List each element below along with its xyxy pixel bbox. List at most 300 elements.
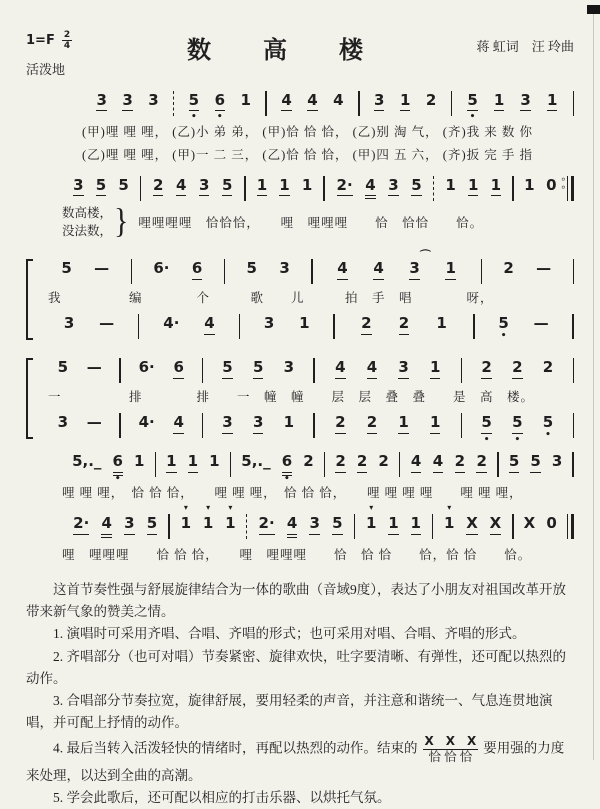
- note: [224, 503, 236, 534]
- note: [98, 314, 115, 334]
- note: [133, 452, 145, 472]
- lyrics-line: 哩 哩 哩， 恰 恰 恰， 哩 哩 哩， 恰 恰 恰， 哩 哩 哩 哩 哩 哩 哩，: [62, 486, 523, 501]
- key-signature-text: 1=F: [26, 33, 55, 49]
- measure: [203, 358, 313, 379]
- note-value: 2: [378, 452, 389, 471]
- note-value: 1: [225, 514, 236, 533]
- note-value: 1: [400, 91, 410, 112]
- note: [246, 259, 258, 279]
- note: [364, 176, 376, 197]
- measure: [462, 358, 572, 379]
- intro-paragraph: 这首节奏性强与舒展旋律结合为一体的歌曲（音域9度），表达了小朋友对祖国改革开放带来新气象的赞美之情。: [26, 582, 566, 619]
- measure: [231, 452, 324, 484]
- note: [175, 176, 187, 197]
- header-left: [26, 30, 138, 78]
- octave-dot-low: •: [500, 330, 507, 341]
- note: [410, 514, 422, 535]
- tempo-marking: 活泼地: [26, 61, 66, 77]
- note: [533, 314, 550, 334]
- note: [467, 176, 479, 197]
- duet-column: [40, 358, 574, 445]
- octave-dot-low: •: [190, 112, 197, 123]
- measure: [514, 514, 567, 534]
- note: [202, 503, 214, 534]
- measure: [203, 413, 313, 434]
- note-value: 4·: [138, 413, 155, 432]
- accent-mark: ▾: [447, 503, 452, 513]
- score-system: [26, 249, 574, 341]
- note-value: 4: [365, 176, 375, 197]
- note-value: 1: [209, 452, 220, 471]
- note-value: 2: [425, 90, 437, 109]
- score-system: [26, 176, 574, 242]
- note: [221, 358, 233, 379]
- note-value: 5: [542, 413, 554, 432]
- note: [480, 413, 492, 445]
- note-value: 3: [96, 91, 106, 112]
- barline: [573, 91, 575, 116]
- note-value: 1: [398, 413, 408, 434]
- measure: [452, 90, 572, 123]
- note: [336, 176, 354, 197]
- note-value: 1: [524, 175, 535, 194]
- note: [306, 91, 318, 112]
- note: [366, 413, 378, 434]
- note-value: 1: [299, 314, 310, 333]
- note: [57, 413, 69, 433]
- octave-dot-low: •: [216, 112, 223, 123]
- octave-dot-low: •: [514, 434, 521, 445]
- note-paragraph-1: 1. 演唱时可采用齐唱、合唱、齐唱的形式；也可采用对唱、合唱、齐唱的形式。: [53, 626, 526, 642]
- note: [221, 413, 233, 434]
- measure: [40, 413, 119, 433]
- note-value: 0: [546, 175, 557, 194]
- lyrics-line: (乙)哩 哩 哩， (甲)一 二 三， (乙)恰 恰 恰， (甲)四 五 六， (齐)扳 完 手 指: [82, 147, 534, 162]
- note: [444, 259, 456, 280]
- note-value: 6: [113, 452, 123, 473]
- note: [334, 358, 346, 379]
- measure: [267, 91, 358, 112]
- measure: [141, 176, 244, 197]
- barline: [573, 413, 575, 438]
- note: [542, 413, 554, 440]
- note-value: 3: [309, 514, 319, 535]
- measure: [400, 452, 497, 473]
- note-value: 5: [118, 175, 129, 194]
- note-value: 1: [445, 175, 456, 194]
- note-value: 1: [430, 358, 440, 379]
- measure: [315, 413, 461, 434]
- note: [429, 358, 441, 379]
- note-value: 4: [411, 452, 421, 473]
- note: [121, 91, 133, 112]
- note: [283, 413, 295, 433]
- note: [454, 452, 466, 473]
- note-value: X: [523, 514, 536, 533]
- note: [72, 176, 84, 197]
- note-value: 4: [337, 259, 347, 280]
- octave-dot-low: •: [469, 112, 476, 123]
- note: [429, 413, 441, 434]
- note: [208, 452, 220, 472]
- note-value: —: [533, 314, 549, 333]
- lyrics-line: 哩哩哩哩 恰恰恰， 哩 哩哩哩 恰 恰恰 恰。: [138, 216, 484, 231]
- accent-mark: ▾: [228, 503, 233, 513]
- note: [511, 358, 523, 379]
- note-value: 5: [498, 314, 509, 333]
- score-system: [26, 452, 574, 501]
- note: [480, 358, 492, 379]
- note: [95, 176, 107, 197]
- note-value: 6: [192, 259, 202, 280]
- measure: [132, 259, 224, 280]
- note: [366, 358, 378, 379]
- measure: [475, 314, 573, 341]
- note: [86, 413, 103, 433]
- note: [301, 176, 313, 196]
- note: [187, 452, 199, 473]
- note-value: 1: [411, 514, 421, 535]
- note: [493, 91, 505, 112]
- measure: [62, 176, 140, 197]
- note-value: 4: [433, 452, 443, 473]
- note: [356, 452, 368, 473]
- notes-line: [40, 314, 574, 340]
- note-value: 4: [173, 413, 183, 434]
- note: [334, 452, 346, 473]
- note: [198, 176, 210, 197]
- note-value: 5: [530, 452, 540, 473]
- note: [63, 314, 75, 334]
- measure: [313, 249, 481, 280]
- measure: [355, 503, 432, 535]
- note-value: 1: [180, 514, 192, 533]
- accent-mark: ▾: [183, 503, 188, 513]
- song-title: 数 高 楼: [187, 38, 377, 64]
- note-value: 4: [287, 514, 297, 535]
- measure: [247, 514, 353, 535]
- note: [529, 452, 541, 473]
- note: [180, 503, 192, 534]
- note-value: 5: [96, 176, 106, 197]
- note-value: 5: [512, 413, 522, 434]
- note-value: 5: [467, 91, 477, 112]
- note-value: 5,._: [241, 452, 271, 471]
- note-value: 6·: [138, 358, 155, 377]
- measure: [40, 314, 138, 334]
- note-value: 3: [520, 91, 530, 112]
- note: [545, 514, 557, 534]
- score-system: [26, 91, 574, 163]
- note-value: 5: [332, 514, 342, 535]
- accent-mark: ▾: [206, 503, 211, 513]
- note-value: X: [490, 514, 502, 535]
- lyrics-line: 哩 哩哩哩 恰 恰 恰， 哩 哩哩哩 恰 恰 恰 恰，恰 恰 恰。: [62, 548, 532, 563]
- note: [239, 91, 251, 111]
- measure: [514, 176, 567, 196]
- note-paragraph-2: 2. 齐唱部分（也可对唱）节奏紧密、旋律欢快，吐字要清晰、有弹性，还可配以热烈的动作。: [26, 648, 566, 686]
- note: [280, 91, 292, 112]
- note-value: 1: [279, 176, 289, 197]
- note: [546, 91, 558, 112]
- note-value: 2: [512, 358, 522, 379]
- note-value: 2: [481, 358, 491, 379]
- inline-notation-notes: X X X: [424, 734, 477, 749]
- note-value: 4: [333, 90, 344, 109]
- note: [387, 176, 399, 197]
- note: [508, 452, 520, 473]
- note-value: 3: [253, 413, 263, 434]
- note-value: 4: [373, 259, 383, 280]
- note-value: 4: [176, 176, 186, 197]
- key-signature: [26, 30, 138, 52]
- note: [466, 90, 478, 123]
- note: [100, 514, 112, 535]
- measure: [246, 176, 324, 197]
- note-value: 1: [430, 413, 440, 434]
- note-value: 6: [173, 358, 183, 379]
- note-value: 6: [215, 91, 225, 112]
- note: [286, 514, 298, 535]
- note: [535, 259, 552, 279]
- note-value: 5: [57, 358, 69, 377]
- note-value: 1: [547, 91, 557, 112]
- note: [308, 514, 320, 535]
- note-value: 5: [189, 91, 199, 112]
- note: [519, 91, 531, 112]
- measure: [462, 413, 572, 445]
- note: [146, 514, 158, 535]
- note-value: 1: [188, 452, 198, 473]
- note-value: 1: [445, 259, 455, 280]
- time-signature-denominator: 4: [63, 41, 71, 52]
- note: [240, 452, 271, 472]
- note-value: 4: [335, 358, 345, 379]
- note: [214, 90, 226, 123]
- note-value: X: [466, 514, 478, 535]
- note: [93, 259, 110, 279]
- note-value: 1: [366, 514, 377, 533]
- note: [172, 358, 184, 379]
- inline-notation-lyrics: 恰 恰 恰: [428, 749, 473, 764]
- note-value: 3: [398, 358, 408, 379]
- note-value: 1: [166, 452, 176, 473]
- note: [475, 452, 487, 473]
- note: [331, 514, 343, 535]
- note-value: 2: [303, 452, 314, 471]
- measure: [325, 176, 433, 197]
- note: [95, 91, 107, 112]
- measure: [315, 358, 461, 379]
- note-value: 3: [374, 91, 384, 112]
- measure: [174, 90, 265, 123]
- note-value: 3: [124, 514, 134, 535]
- note: [334, 413, 346, 434]
- measure: [225, 259, 311, 279]
- notes-line: [62, 503, 574, 540]
- note: [523, 176, 535, 196]
- accent-mark: ▾: [369, 503, 374, 513]
- note: [221, 176, 233, 197]
- lyrics-left-stack: [62, 204, 112, 242]
- note: [551, 452, 563, 472]
- voice-bracket: [26, 358, 33, 439]
- notes-line: [82, 90, 574, 123]
- barline: [573, 259, 575, 284]
- lyrics-line: (甲)哩 哩 哩， (乙)小 弟 弟， (甲)恰 恰 恰， (乙)别 淘 气， (齐)我 来 数 你: [82, 124, 534, 139]
- note-value: 4: [101, 514, 111, 535]
- score: [26, 91, 574, 564]
- lyrics-line: 数高楼，: [62, 205, 113, 220]
- duet-column: [40, 249, 574, 341]
- note: [302, 452, 314, 472]
- note: [435, 314, 447, 334]
- note-paragraph-4-text: 4. 最后当转入活泼轻快的情绪时，再配以热烈的动作。结束的: [53, 740, 418, 756]
- note-value: 5,._: [72, 452, 102, 471]
- octave-dot-low: •: [545, 429, 551, 440]
- scan-artifact-mark: [587, 5, 600, 14]
- note-value: 3: [551, 452, 563, 471]
- inline-notation: [423, 734, 479, 764]
- measure: [240, 314, 333, 334]
- note-value: 3: [283, 358, 295, 377]
- notes-line: [62, 176, 574, 202]
- note: [397, 358, 409, 379]
- note: [443, 503, 455, 534]
- brace: }: [114, 202, 129, 241]
- note: [373, 91, 385, 112]
- note: [117, 176, 129, 196]
- note: [138, 413, 156, 433]
- measure: [434, 176, 512, 197]
- note: [397, 413, 409, 434]
- note-value: 2·: [337, 176, 353, 197]
- note: [410, 452, 422, 473]
- note: [425, 91, 437, 111]
- measure: [335, 314, 473, 335]
- note: [278, 176, 290, 197]
- note: [372, 259, 384, 280]
- note-value: 2: [357, 452, 367, 473]
- note: [497, 314, 509, 341]
- note: [162, 314, 180, 334]
- measure: [62, 452, 155, 484]
- note-value: 5: [509, 452, 519, 473]
- measure: [82, 91, 173, 112]
- note: [112, 452, 124, 484]
- note: [86, 358, 103, 378]
- note: [191, 259, 203, 280]
- note: [432, 452, 444, 473]
- note-value: 3: [199, 176, 209, 197]
- note-value: 5: [222, 176, 232, 197]
- measure: [121, 413, 202, 434]
- note-value: 3: [63, 314, 75, 333]
- page-edge-line: [593, 8, 594, 760]
- measure: [62, 514, 168, 535]
- note-value: 2: [335, 413, 345, 434]
- notes-line: [62, 452, 574, 484]
- lyrics-line: 没法数，: [62, 224, 113, 239]
- voice-bracket: [26, 259, 33, 340]
- performance-notes: [26, 579, 574, 809]
- barline: [567, 514, 574, 539]
- note-paragraph-3: 3. 合唱部分节奏拉宽，旋律舒展，要用轻柔的声音，并注意和谐统一、气息连贯地演唱，并可配上抒情的动作。: [26, 693, 553, 730]
- note-value: 1: [257, 176, 267, 197]
- note: [408, 249, 431, 280]
- note: [60, 259, 72, 279]
- score-system: [26, 358, 574, 445]
- note: [252, 358, 264, 379]
- note: [152, 176, 164, 197]
- note-value: —: [536, 259, 552, 278]
- note-value: 1: [444, 514, 455, 533]
- note: [57, 358, 69, 378]
- note: [71, 452, 102, 472]
- measure: [482, 259, 573, 279]
- note-paragraph-4-tail: 要用强的力度来处理，以达到全曲的高潮。: [26, 740, 565, 783]
- note-value: 2: [335, 452, 345, 473]
- note-value: 1: [202, 514, 214, 533]
- lyrics-line: 一 排 排 一 幢 幢 层 层 叠 叠 是 高 楼。: [48, 390, 535, 405]
- measure: [499, 452, 573, 473]
- barline: [572, 314, 574, 339]
- octave-dot-low: •: [483, 434, 490, 445]
- note-value: 5: [61, 259, 72, 278]
- note-value: 3: [279, 259, 290, 278]
- measure: [360, 91, 451, 112]
- note: [336, 259, 348, 280]
- note-value: 5: [147, 514, 157, 535]
- note-value: 5: [253, 358, 263, 379]
- note-value: 3: [222, 413, 232, 434]
- note: [123, 514, 135, 535]
- note: [490, 176, 502, 197]
- note: [256, 176, 268, 197]
- note-value: —: [86, 413, 102, 432]
- measure: [40, 358, 119, 378]
- note: [203, 314, 215, 335]
- note-value: 1: [494, 91, 504, 112]
- note-value: 4·: [163, 314, 180, 333]
- note: [398, 314, 410, 335]
- note: [542, 358, 554, 378]
- note-value: 0: [546, 514, 557, 533]
- time-signature: [62, 30, 72, 52]
- note: [360, 314, 372, 335]
- note-value: 2: [367, 413, 377, 434]
- measure: [170, 503, 247, 534]
- note-paragraph-5: 5. 学会此歌后，还可配以相应的打击乐器、以烘托气氛。: [53, 790, 391, 806]
- measure: [156, 452, 230, 473]
- measure: [121, 358, 202, 379]
- note: [278, 259, 290, 279]
- note-value: 2·: [259, 514, 275, 535]
- note-value: 4: [281, 91, 291, 112]
- notes-line: [40, 249, 574, 285]
- note: [281, 452, 293, 484]
- note: [545, 176, 557, 196]
- note: [523, 514, 537, 534]
- note-value: 1: [491, 176, 501, 197]
- note: [172, 413, 184, 434]
- note-value: 3: [148, 90, 159, 109]
- note: [252, 413, 264, 434]
- note: [298, 314, 310, 334]
- note-value: 5: [222, 358, 232, 379]
- note-value: 3: [388, 176, 398, 197]
- note: [283, 358, 295, 378]
